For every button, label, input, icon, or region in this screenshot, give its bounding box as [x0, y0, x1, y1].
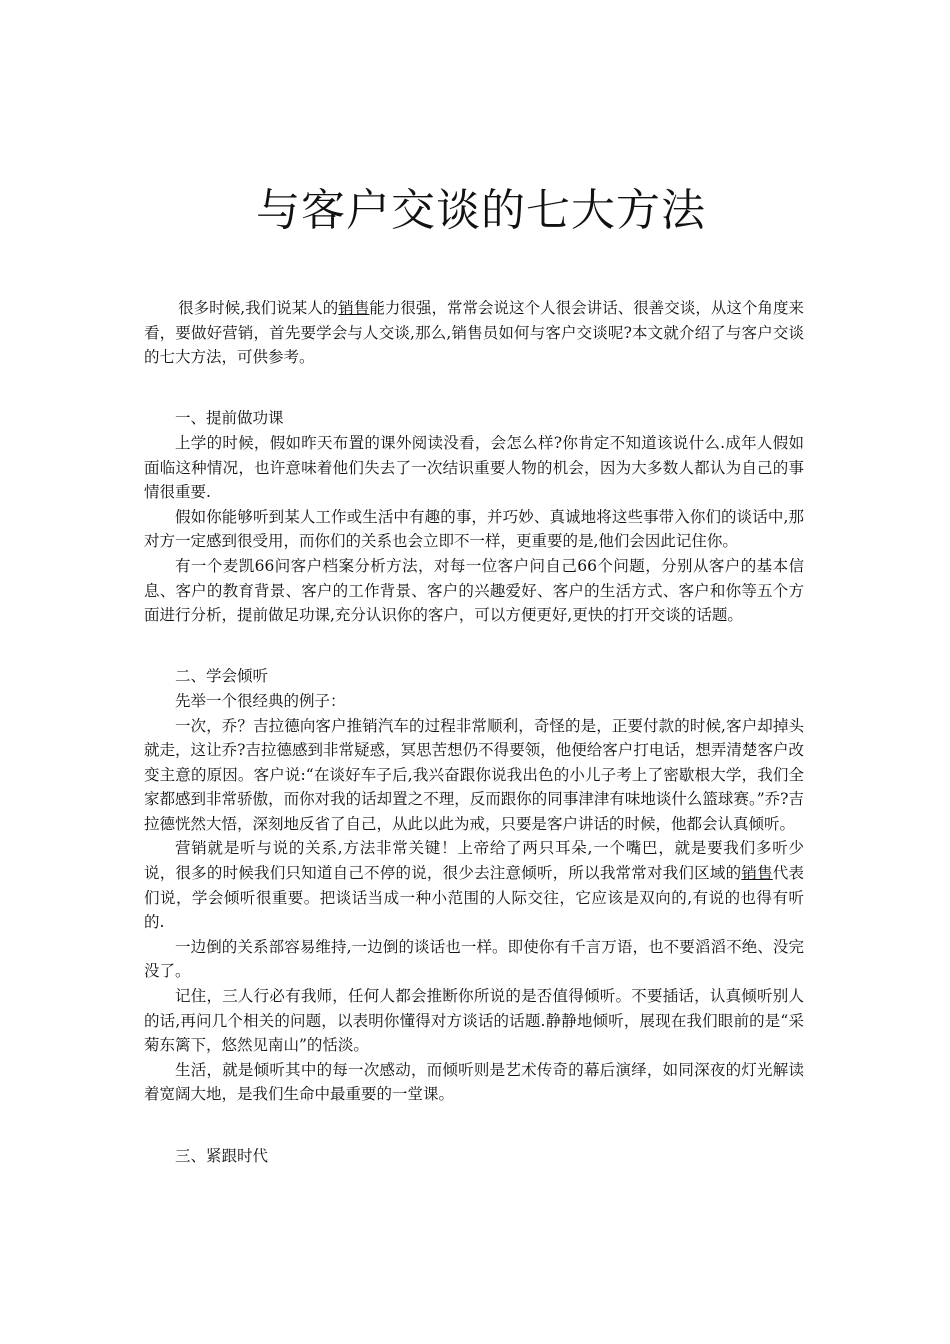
- section2-paragraph-2: 一次，乔？吉拉德向客户推销汽车的过程非常顺利，奇怪的是，正要付款的时候,客户却掉头就走，这让乔?吉拉德感到非常疑惑，冥思苦想仍不得要领，他便给客户打电话，想弄清楚客户改变主意的原因。客户说:“在谈好车子后,我兴奋跟你说我出色的小儿子考上了密歇根大学，我们全家都感到非常骄傲，而你对我的话却置之不理，反而跟你的同事津津有味地谈什么篮球赛。”乔?吉拉德恍然大悟，深刻地反省了自己，从此以此为戒，只要是客户讲话的时候，他都会认真倾听。: [144, 716, 804, 833]
- section1-paragraph-1: 上学的时候，假如昨天布置的课外阅读没看，会怎么样?你肯定不知道该说什么.成年人假如面临这种情况，也许意味着他们失去了一次结识重要人物的机会，因为大多数人都认为自己的事情很重要.: [144, 433, 804, 502]
- intro-paragraph: [144, 296, 804, 370]
- section2-paragraph-3: [144, 836, 804, 934]
- section2-paragraph-1: 先举一个很经典的例子：: [175, 691, 346, 710]
- section2-p3-after: 代表们说，学会倾听很重要。把谈话当成一种小范围的人际交往，它应该是双向的,有说的也得有听的.: [144, 864, 804, 932]
- intro-text-after: 能力很强，常常会说这个人很会讲话、很善交谈，从这个角度来看，要做好营销，首先要学会与人交谈,那么,销售员如何与客户交谈呢?本文就介绍了与客户交谈的七大方法，可供参考。: [144, 299, 804, 367]
- spacer: [144, 1132, 804, 1144]
- document-body: [144, 296, 804, 1168]
- sales-link[interactable]: 销售: [338, 299, 370, 317]
- spacer: [144, 370, 804, 395]
- intro-text-before: 很多时候,我们说某人的: [178, 299, 339, 317]
- section2-paragraph-5: 记住，三人行必有我师，任何人都会推断你所说的是否值得倾听。不要插话，认真倾听别人的话,再问几个相关的问题，以表明你懂得对方谈话的话题.静静地倾听，展现在我们眼前的是“采菊东篱下，悠然见南山”的恬淡。: [144, 987, 804, 1055]
- spacer: [144, 652, 804, 664]
- section1-paragraph-2: 假如你能够听到某人工作或生活中有趣的事，并巧妙、真诚地将这些事带入你们的谈话中,那对方一定感到很受用，而你们的关系也会立即不一样，更重要的是,他们会因此记住你。: [144, 507, 804, 551]
- section1-paragraph-3: 有一个麦凯66问客户档案分析方法，对每一位客户问自己66个问题，分别从客户的基本信息、客户的教育背景、客户的工作背景、客户的兴趣爱好、客户的生活方式、客户和你等五个方面进行分析，提前做足功课,充分认识你的客户，可以方便更好,更快的打开交谈的话题。: [144, 556, 804, 625]
- spacer: [144, 628, 804, 653]
- section2-p3-before: 营销就是听与说的关系,方法非常关键！上帝给了两只耳朵,一个嘴巴，就是要我们多听少说，很多的时候我们只知道自己不停的说，很少去注意倾听，所以我常常对我们区域的: [144, 839, 804, 883]
- sales-link[interactable]: 销售: [741, 864, 773, 883]
- spacer: [144, 1107, 804, 1132]
- section-heading-3: 三、紧跟时代: [175, 1146, 269, 1165]
- section2-paragraph-4: 一边倒的关系部容易维持,一边倒的谈话也一样。即使你有千言万语，也不要滔滔不绝、没完没了。: [144, 937, 804, 981]
- section2-paragraph-6: 生活，就是倾听其中的每一次感动，而倾听则是艺术传奇的幕后演绎，如同深夜的灯光解读着宽阔大地，是我们生命中最重要的一堂课。: [144, 1060, 804, 1104]
- document-title: 与客户交谈的七大方法: [256, 185, 706, 236]
- section-heading-1: 一、提前做功课: [175, 409, 284, 428]
- section-heading-2: 二、学会倾听: [175, 667, 269, 686]
- spacer: [144, 394, 804, 406]
